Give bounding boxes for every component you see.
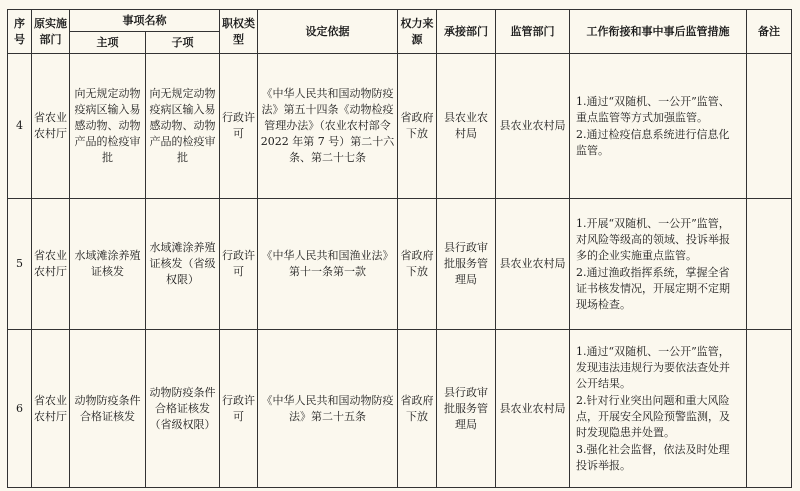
measure-item: 2.通过渔政指挥系统，掌握全省证书核发情况，开展定期不定期现场检查。 — [576, 265, 730, 311]
cell-measures — [570, 54, 747, 199]
cell-authority-type: 行政许可 — [220, 54, 258, 199]
cell-seq: 5 — [8, 199, 32, 330]
cell-undertaking-dept: 县行政审批服务管理局 — [437, 199, 496, 330]
header-undertaking-dept: 承接部门 — [437, 10, 496, 54]
table-row — [8, 330, 792, 488]
header-supervising-dept: 监管部门 — [496, 10, 570, 54]
header-row — [8, 10, 792, 32]
cell-supervising-dept: 县农业农村局 — [496, 330, 570, 488]
cell-dept: 省农业农村厅 — [32, 199, 70, 330]
cell-seq: 4 — [8, 54, 32, 199]
measure-item: 2.针对行业突出问题和重大风险点，开展安全风险预警监测，及时发现隐患并处置。 — [576, 393, 730, 439]
cell-supervising-dept: 县农业农村局 — [496, 199, 570, 330]
measure-item: 1.开展“双随机、一公开”监管，对风险等级高的领域、投诉举报多的企业实施重点监管。 — [576, 216, 730, 262]
header-seq: 序号 — [8, 10, 32, 54]
cell-main-item: 水域滩涂养殖证核发 — [70, 199, 146, 330]
cell-measures — [570, 330, 747, 488]
measure-item: 1.通过“双随机、一公开”监管、重点监管等方式加强监管。 — [576, 94, 730, 124]
measure-item: 3.强化社会监督，依法及时处理投诉举报。 — [576, 442, 730, 472]
cell-sub-item: 向无规定动物疫病区输入易感动物、动物产品的检疫审批 — [146, 54, 220, 199]
measure-item: 1.通过“双随机、一公开”监管，发现违法违规行为要依法查处并公开结果。 — [576, 344, 730, 390]
cell-undertaking-dept: 县行政审批服务管理局 — [437, 330, 496, 488]
cell-dept: 省农业农村厅 — [32, 54, 70, 199]
header-item-name: 事项名称 — [70, 10, 220, 32]
header-remarks: 备注 — [747, 10, 792, 54]
cell-measures — [570, 199, 747, 330]
table-row — [8, 199, 792, 330]
cell-power-source: 省政府下放 — [398, 199, 437, 330]
cell-main-item: 向无规定动物疫病区输入易感动物、动物产品的检疫审批 — [70, 54, 146, 199]
cell-authority-type: 行政许可 — [220, 330, 258, 488]
cell-remarks — [747, 54, 792, 199]
header-authority-type: 职权类型 — [220, 10, 258, 54]
cell-power-source: 省政府下放 — [398, 54, 437, 199]
cell-power-source: 省政府下放 — [398, 330, 437, 488]
cell-basis: 《中华人民共和国动物防疫法》第二十五条 — [258, 330, 398, 488]
cell-basis: 《中华人民共和国动物防疫法》第五十四条《动物检疫管理办法》（农业农村部令 2022 年第 7 号）第二十六条、第二十七条 — [258, 54, 398, 199]
header-measures: 工作衔接和事中事后监管措施 — [570, 10, 747, 54]
permissions-table — [7, 9, 792, 488]
measure-item: 2.通过检疫信息系统进行信息化监管。 — [576, 127, 730, 157]
header-main-item: 主项 — [70, 32, 146, 54]
header-sub-item: 子项 — [146, 32, 220, 54]
cell-sub-item: 水域滩涂养殖证核发（省级权限） — [146, 199, 220, 330]
cell-main-item: 动物防疫条件合格证核发 — [70, 330, 146, 488]
header-dept: 原实施部门 — [32, 10, 70, 54]
cell-undertaking-dept: 县农业农村局 — [437, 54, 496, 199]
header-power-source: 权力来源 — [398, 10, 437, 54]
cell-authority-type: 行政许可 — [220, 199, 258, 330]
cell-seq: 6 — [8, 330, 32, 488]
header-basis: 设定依据 — [258, 10, 398, 54]
cell-remarks — [747, 199, 792, 330]
cell-basis: 《中华人民共和国渔业法》第十一条第一款 — [258, 199, 398, 330]
cell-dept: 省农业农村厅 — [32, 330, 70, 488]
cell-remarks — [747, 330, 792, 488]
table-row — [8, 54, 792, 199]
cell-sub-item: 动物防疫条件合格证核发（省级权限） — [146, 330, 220, 488]
cell-supervising-dept: 县农业农村局 — [496, 54, 570, 199]
